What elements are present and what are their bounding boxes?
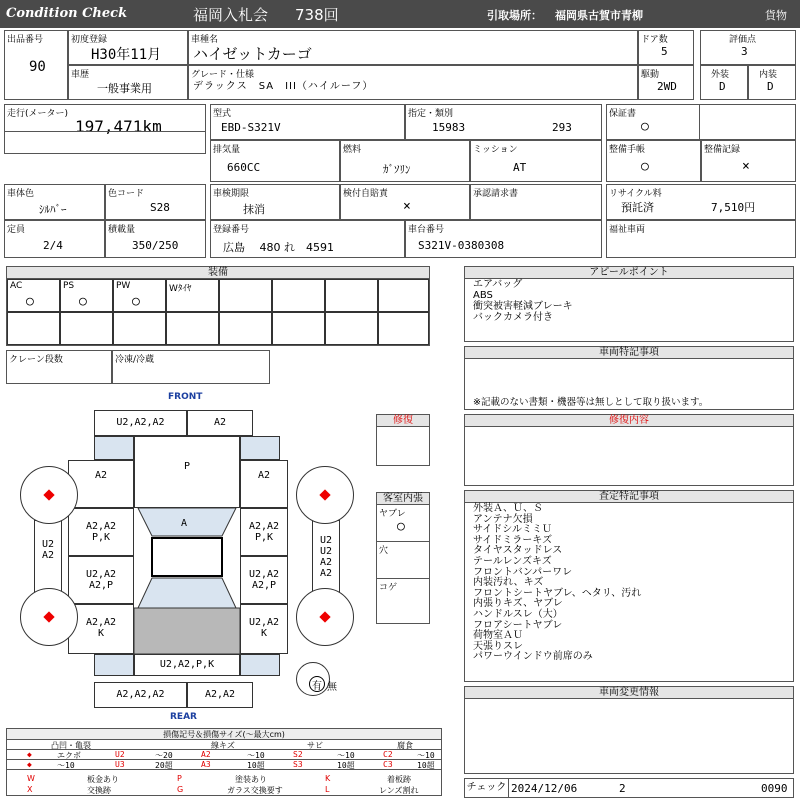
score: 3: [741, 45, 748, 58]
appeal-item: 衝突被害軽減ブレーキ: [473, 301, 573, 312]
wheel-rear-left: [20, 588, 78, 646]
assessment-item: フロアシートヤブレ: [473, 619, 563, 631]
rear-bumper-left: A2,A2,A2: [94, 682, 187, 708]
hood: P: [134, 436, 240, 508]
recycle-box: [606, 184, 796, 220]
plate: 広島 480 れ 4591: [223, 241, 334, 254]
legend-row-2: ◆ ～10 U3 20超 A3 10超 S3 10超 C3 10超: [7, 760, 441, 770]
color-code-label: 色コード: [108, 189, 145, 199]
repair-box: [376, 414, 430, 466]
check-code: 0090: [761, 782, 788, 795]
check-number: 2: [619, 782, 626, 795]
interior-label: 内装: [759, 70, 778, 80]
front-bumper-left: U2,A2,A2: [94, 410, 187, 436]
model-label: 車種名: [191, 35, 219, 45]
equip-pw-mark: ○: [132, 294, 140, 309]
cabin-glass: [134, 508, 240, 654]
assessment-item: テールレンズキズ: [473, 555, 552, 567]
assessment-item: 内張りキズ、ヤブレ: [473, 598, 563, 610]
interior-grade: D: [767, 80, 774, 93]
front-bumper-right: A2: [187, 410, 253, 436]
pickup-place: 福岡県古賀市青柳: [555, 9, 643, 22]
designation: 15983: [432, 121, 466, 134]
legend-marks-1: [7, 774, 441, 784]
assessment-item: サイドミラーキズ: [473, 534, 553, 546]
rear-door-right: U2,A2 A2,P: [240, 556, 288, 604]
cabin-burn: [377, 579, 429, 623]
equip-ac: [7, 279, 60, 312]
legend-desc: 塗装あり: [235, 775, 267, 784]
designation-label: 指定・類別: [408, 109, 454, 119]
legend-cell: ～10: [247, 751, 265, 760]
legend-code: K: [325, 774, 331, 783]
equip-empty: [272, 312, 325, 345]
welfare-label: 福祉車両: [609, 225, 646, 235]
legend-code: G: [177, 785, 184, 794]
pickup-label: 引取場所：: [487, 9, 542, 22]
welfare-box: [606, 220, 796, 258]
displacement-box: [210, 140, 340, 182]
mileage: 197,471km: [75, 117, 162, 136]
inspection-box: [210, 184, 340, 220]
freezer-label: 冷凍/冷蔵: [115, 355, 155, 365]
legend-cell: S2: [293, 750, 303, 759]
appeal-title: アピールポイント: [465, 267, 793, 279]
assessment-item: サイドシルミミＵ: [473, 524, 553, 536]
legend-group: 凸凹・亀裂: [51, 741, 91, 750]
color-code: S28: [150, 201, 170, 214]
legend-cell: 10超: [417, 761, 435, 770]
warranty: ○: [641, 119, 649, 134]
legend-cell: C2: [383, 750, 393, 759]
legend-desc: ガラス交換要す: [227, 786, 283, 795]
doors-box: [638, 30, 694, 65]
equip-ps-label: PS: [63, 281, 75, 291]
drive: 2WD: [657, 80, 677, 93]
equip-empty: [219, 312, 272, 345]
color-box: [4, 184, 105, 220]
category: 293: [552, 121, 572, 134]
first-reg-box: [68, 30, 188, 65]
legend-group: 線キズ: [211, 741, 235, 750]
crane-label: クレーン段数: [9, 355, 63, 365]
designation-box: [405, 104, 602, 140]
assessment-item: フロントシートヤブレ、ヘタリ、汚れ: [473, 587, 642, 599]
plate-box: [210, 220, 405, 258]
displacement: 660CC: [227, 161, 261, 174]
freezer-box: [112, 350, 270, 384]
type-label: 型式: [213, 109, 232, 119]
equip-ac-mark: ○: [26, 294, 34, 309]
tax-label: 検付自賠責: [343, 189, 389, 199]
appeal-item: ABS: [473, 290, 493, 301]
equip-pw: [113, 279, 166, 312]
equip-ac-label: AC: [10, 281, 23, 291]
legend-cell: U2: [115, 750, 125, 759]
equip-empty: [166, 312, 219, 345]
cabin-tear-label: ヤブレ: [379, 509, 406, 519]
chassis-label: 車台番号: [408, 225, 445, 235]
lot-box: [4, 30, 68, 100]
legend-code: W: [27, 774, 35, 783]
vehicle-class: 貨物: [765, 9, 787, 22]
color: ｼﾙﾊﾞｰ: [39, 203, 67, 216]
session-number: 738回: [295, 6, 339, 24]
inspection: 抹消: [243, 203, 265, 216]
assessment-panel: [464, 490, 794, 682]
change-title: 車両変更情報: [465, 687, 793, 699]
assessment-item: 内装汚れ、キズ: [473, 577, 544, 589]
header-bar: [0, 0, 800, 28]
cabin-hole: [377, 542, 429, 579]
assessment-item: 天張りスレ: [473, 640, 523, 652]
headlight-right: [240, 436, 280, 460]
taillight-right: [240, 654, 280, 676]
cabin-burn-label: コゲ: [379, 583, 398, 593]
legend-row-1: ◆ エクボ U2 ～20 A2 ～10 S2 ～10 C2 ～10: [7, 750, 441, 760]
assessment-item: アンテナ欠損: [473, 513, 533, 525]
equipment-grid: [7, 279, 429, 345]
maint-box: [606, 140, 701, 182]
appeal-list: [473, 279, 573, 323]
legend-cell: ～10: [417, 751, 435, 760]
rear-door-left: U2,A2 A2,P: [68, 556, 134, 604]
model-box: [188, 30, 638, 65]
rear-bumper-right: A2,A2: [187, 682, 253, 708]
approval-box: [470, 184, 602, 220]
legend-panel: [6, 728, 442, 796]
exterior-box: [700, 65, 748, 100]
record-label: 整備記録: [704, 145, 741, 155]
equip-empty: [7, 312, 60, 345]
equip-ps-mark: ○: [79, 294, 87, 309]
capacity: 2/4: [43, 239, 63, 252]
color-label: 車体色: [7, 189, 35, 199]
rear-gate: U2,A2,P,K: [134, 654, 240, 676]
check-date: 2024/12/06: [511, 782, 578, 795]
crane-box: [6, 350, 112, 384]
load: 350/250: [132, 239, 179, 252]
legend-cell: A2: [201, 750, 211, 759]
type-box: [210, 104, 405, 140]
recycle-label: リサイクル料: [609, 189, 662, 199]
special-title: 車両特記事項: [465, 347, 793, 359]
rear-quarter-right: U2,A2 K: [240, 604, 288, 654]
equip-empty: [272, 279, 325, 312]
recycle-amount: 7,510円: [711, 201, 756, 214]
cabin-title: 客室内張: [377, 493, 429, 505]
special-panel: [464, 346, 794, 410]
record-box: [701, 140, 796, 182]
grade-label: グレード・仕様: [191, 70, 255, 80]
legend-desc: 交換跡: [87, 786, 111, 795]
doors: 5: [661, 45, 668, 58]
legend-groups: [7, 740, 441, 750]
lot-label: 出品番号: [7, 35, 44, 45]
exterior-grade: D: [719, 80, 726, 93]
legend-code: X: [27, 785, 33, 794]
plate-label: 登録番号: [213, 225, 250, 235]
approval-label: 承認請求書: [473, 189, 519, 199]
assessment-item: フロントバンパーワレ: [473, 566, 573, 578]
rear-label: REAR: [170, 712, 197, 722]
load-label: 積載量: [108, 225, 136, 235]
legend-cell: ～20: [155, 751, 173, 760]
equip-wtire-label: Wﾀｲﾔ: [169, 284, 192, 294]
legend-cell: 10超: [337, 761, 355, 770]
legend-code: L: [325, 785, 330, 794]
legend-title: 損傷記号＆損傷サイズ(～最大cm): [7, 729, 441, 740]
inspection-label: 車検期限: [213, 189, 250, 199]
appeal-item: バックカメラ付き: [473, 312, 553, 323]
fender-left: A2: [68, 460, 134, 508]
fuel-label: 燃料: [343, 145, 362, 155]
warranty-label: 保証書: [609, 109, 637, 119]
sill-left: U2 A2: [34, 520, 62, 600]
equip-empty: [325, 312, 378, 345]
tax: ×: [403, 199, 411, 214]
fender-right: A2: [240, 460, 288, 508]
mileage-label: 走行(メーター): [7, 109, 69, 119]
equip-empty: [219, 279, 272, 312]
brand-title: Condition Check: [6, 6, 128, 21]
appeal-item: エアバッグ: [473, 279, 523, 290]
legend-marks-2: [7, 785, 441, 795]
maint-label: 整備手帳: [609, 145, 646, 155]
repair-detail-panel: [464, 414, 794, 486]
doors-label: ドア数: [641, 35, 668, 45]
capacity-box: [4, 220, 105, 258]
load-box: [105, 220, 206, 258]
wheel-front-right: [296, 466, 354, 524]
history: 一般事業用: [97, 82, 152, 95]
cabin-hole-label: 穴: [379, 546, 389, 556]
equip-empty: [60, 312, 113, 345]
chassis-box: [405, 220, 602, 258]
assessment-list: [473, 504, 641, 663]
legend-desc: 着板跡: [387, 775, 411, 784]
wheel-rear-right: [296, 588, 354, 646]
history-label: 車歴: [71, 70, 90, 80]
cabin-panel: [376, 492, 430, 624]
equipment-panel: [6, 266, 430, 346]
car-diagram: [0, 390, 376, 720]
windshield: A: [181, 518, 188, 529]
special-note: ※記載のない書類・機器等は無しとして取り扱います。: [473, 397, 709, 408]
legend-code: P: [177, 774, 182, 783]
type: EBD-S321V: [221, 121, 281, 134]
legend-group: 腐食: [397, 741, 413, 750]
check-bar: [464, 778, 794, 798]
assessment-item: 荷物室ＡＵ: [473, 630, 523, 642]
fuel-box: [340, 140, 470, 182]
spare-yes: 有: [309, 676, 325, 692]
assessment-item: パワーウインドウ前席のみ: [473, 651, 593, 663]
drive-label: 駆動: [641, 70, 660, 80]
displacement-label: 排気量: [213, 145, 241, 155]
equip-empty: [378, 312, 429, 345]
capacity-label: 定員: [7, 225, 26, 235]
sill-right: U2 U2 A2 A2: [312, 520, 340, 600]
first-reg: H30年11月: [91, 47, 162, 63]
front-door-right: A2,A2 P,K: [240, 508, 288, 556]
score-box: [700, 30, 796, 65]
repair-detail-title: 修復内容: [465, 415, 793, 427]
equip-empty: [325, 279, 378, 312]
cabin-tear-mark: ○: [397, 519, 405, 534]
repair-title: 修復: [377, 415, 429, 427]
recycle-status: 預託済: [621, 201, 654, 214]
mission: AT: [513, 161, 527, 174]
equip-pw-label: PW: [116, 281, 131, 291]
drive-box: [638, 65, 694, 100]
record: ×: [742, 159, 750, 174]
check-label: チェック: [465, 779, 509, 797]
legend-cell: エクボ: [57, 751, 81, 760]
legend-desc: レンズ割れ: [379, 786, 419, 795]
mission-label: ミッション: [473, 145, 518, 155]
equip-ps: [60, 279, 113, 312]
warranty-box: [606, 104, 796, 140]
fuel: ｶﾞｿﾘﾝ: [383, 163, 411, 176]
change-panel: [464, 686, 794, 774]
mission-box: [470, 140, 602, 182]
assessment-item: 外装Ａ、Ｕ、Ｓ: [473, 503, 543, 514]
score-label: 評価点: [729, 35, 757, 45]
wheel-front-left: [20, 466, 78, 524]
assessment-title: 査定特記事項: [465, 491, 793, 503]
equipment-title: 装備: [7, 267, 429, 279]
model-name: ハイゼットカーゴ: [193, 45, 312, 63]
equip-empty: [113, 312, 166, 345]
auction-name: 福岡入札会: [193, 6, 269, 24]
history-box: [68, 65, 188, 100]
assessment-item: タイヤスタッドレス: [473, 545, 563, 557]
headlight-left: [94, 436, 134, 460]
grade-box: [188, 65, 638, 100]
tax-box: [340, 184, 470, 220]
interior-box: [748, 65, 796, 100]
mileage-box: [4, 104, 206, 154]
appeal-panel: [464, 266, 794, 342]
equip-wtire: [166, 279, 219, 312]
grade: デラックス SA III（ハイルーフ）: [193, 81, 374, 92]
legend-cell: C3: [383, 760, 393, 769]
assessment-item: ハンドルスレ（大）: [473, 608, 563, 620]
legend-cell: U3: [115, 760, 125, 769]
legend-group: サビ: [307, 741, 323, 750]
spare-no: 無: [327, 682, 337, 693]
rear-quarter-left: A2,A2 K: [68, 604, 134, 654]
legend-cell: ～10: [57, 761, 75, 770]
maint: ○: [641, 159, 649, 174]
legend-cell: ～10: [337, 751, 355, 760]
cabin-tear: [377, 505, 429, 542]
equip-empty: [378, 279, 429, 312]
chassis: S321V-0380308: [418, 239, 505, 252]
taillight-left: [94, 654, 134, 676]
color-code-box: [105, 184, 206, 220]
first-reg-label: 初度登録: [71, 35, 108, 45]
front-label: FRONT: [168, 392, 203, 402]
front-door-left: A2,A2 P,K: [68, 508, 134, 556]
legend-cell: 10超: [247, 761, 265, 770]
legend-desc: 板金あり: [87, 775, 119, 784]
legend-cell: S3: [293, 760, 303, 769]
legend-cell: A3: [201, 760, 211, 769]
exterior-label: 外装: [711, 70, 730, 80]
legend-cell: 20超: [155, 761, 173, 770]
lot-number: 90: [29, 59, 46, 75]
